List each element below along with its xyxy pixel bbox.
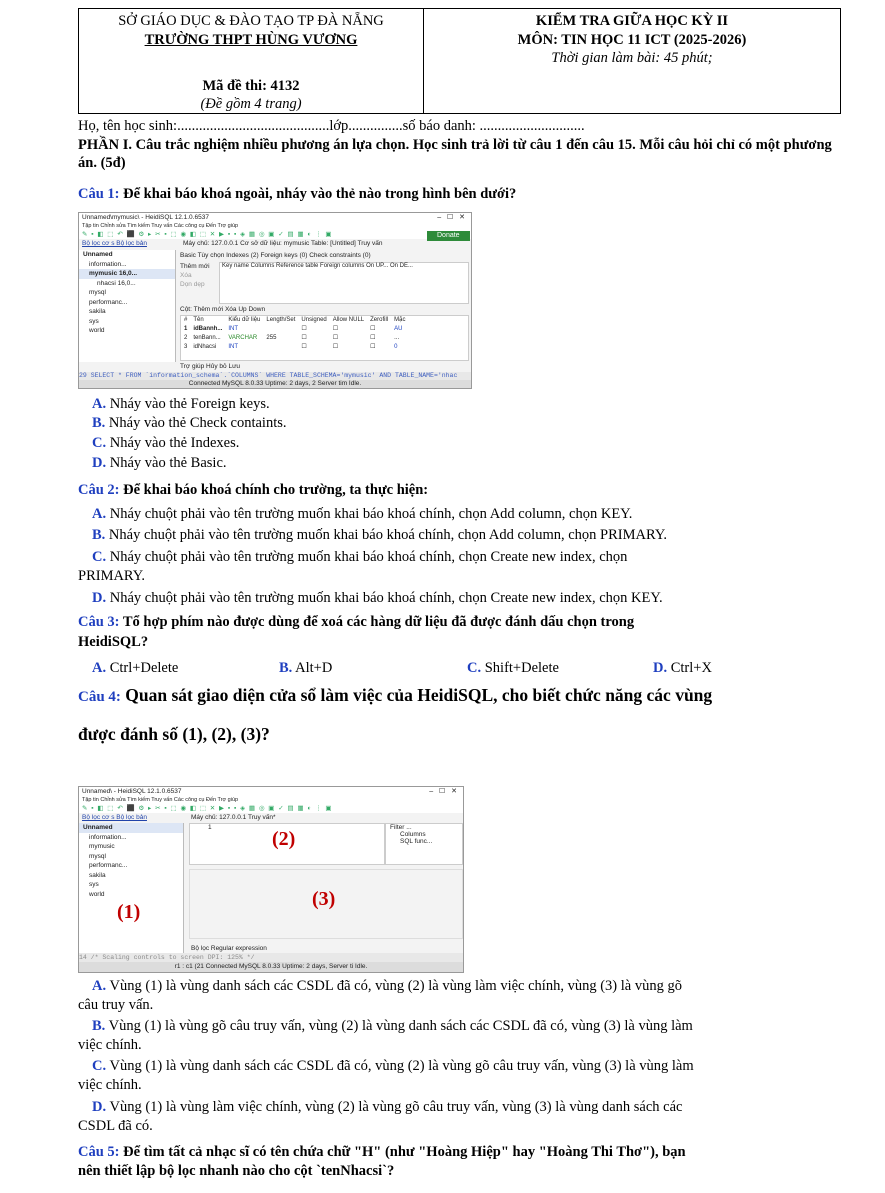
grid-header-cell: Allow NULL — [332, 317, 365, 323]
q1-text: Để khai báo khoá ngoài, nháy vào thẻ nào trong hình bên dưới? — [119, 186, 517, 202]
q2-option-a[interactable] — [92, 506, 632, 523]
page-count: (Đề gồm 4 trang) — [200, 96, 302, 112]
helper-pane[interactable] — [385, 823, 463, 865]
filter-input[interactable]: Filter ... — [390, 824, 412, 831]
line-number: 1 — [208, 824, 212, 831]
student-info-line: Họ, tên học sinh:..........................................lớp...............số báo danh: ............................. — [78, 118, 585, 134]
option-text: Vùng (1) là vùng gõ câu truy vấn, vùng (2) là vùng danh sách các CSDL đã có, vùng (3) là vùng làm — [105, 1018, 693, 1034]
grid-header-row — [181, 316, 409, 325]
option-text: Ctrl+Delete — [106, 660, 179, 676]
grid-cell: idBannh... — [193, 326, 223, 332]
shot2-menubar: Tập tin Chỉnh sửa Tìm kiếm Truy vấn Các công cụ Đến Trợ giúp — [79, 796, 463, 804]
q2-option-d[interactable] — [92, 590, 663, 607]
tree-item[interactable]: sys — [89, 317, 99, 325]
grid-cell: INT — [228, 326, 239, 332]
option-text: Nháy chuột phải vào tên trường muốn khai báo khoá chính, chọn Create new index, chọn — [106, 549, 628, 565]
tree-item[interactable]: sakila — [89, 308, 106, 315]
option-letter: C. — [92, 1058, 107, 1074]
bottom-buttons[interactable]: Trợ giúp Hủy bỏ Lưu — [180, 363, 241, 370]
grid-header-cell: Kiểu dữ liệu — [228, 317, 261, 323]
q4-option-c[interactable] — [92, 1058, 694, 1075]
window-controls-icon: – ☐ ✕ — [429, 788, 457, 795]
fk-list-pane[interactable] — [219, 262, 469, 304]
checkbox-icon[interactable]: ☐ — [370, 335, 376, 341]
option-letter: D. — [92, 1099, 107, 1115]
shot2-db-tree[interactable] — [79, 823, 184, 953]
tree-item[interactable]: sys — [89, 881, 99, 888]
q5-label: Câu 5: — [78, 1144, 120, 1160]
q4-option-b-cont: việc chính. — [78, 1037, 142, 1053]
sql-log: 29 SELECT * FROM `information_schema`.`COLUMNS` WHERE TABLE_SCHEMA='mymusic' AND TABLE_NAME='nhac — [79, 372, 471, 380]
tree-item[interactable]: performanc... — [89, 298, 128, 306]
option-letter: C. — [467, 660, 482, 676]
grid-header-cell: Tên — [193, 317, 204, 323]
option-text: Vùng (1) là vùng danh sách các CSDL đã có, vùng (2) là vùng làm việc chính, vùng (3) là vùng gõ — [106, 978, 682, 994]
tree-item[interactable]: performanc... — [89, 862, 128, 869]
tree-item[interactable]: Unnamed — [83, 251, 113, 258]
columns-toolbar[interactable]: Cột: Thêm mới Xóa Up Down — [180, 306, 266, 313]
q2-option-c[interactable] — [92, 549, 627, 566]
shot1-filter-tabs[interactable]: Bộ lọc cơ s Bộ lọc bản — [82, 240, 147, 247]
table-row[interactable] — [181, 325, 409, 334]
q1-option-a[interactable] — [92, 396, 270, 413]
q1-option-b[interactable] — [92, 415, 287, 432]
option-letter: D. — [653, 660, 668, 676]
question-5 — [78, 1144, 686, 1161]
shot2-titlebar: Unnamed\ - HeidiSQL 12.1.0.6537 — [79, 787, 463, 796]
regex-filter-bar[interactable]: Bộ lọc Regular expression — [191, 945, 267, 952]
exam-header — [78, 8, 841, 114]
tree-item[interactable]: information... — [89, 833, 127, 841]
exam-title: KIỂM TRA GIỮA HỌC KỲ II — [535, 13, 729, 29]
checkbox-icon[interactable]: ☐ — [332, 335, 339, 341]
checkbox-icon[interactable]: ☐ — [301, 335, 307, 341]
option-letter: D. — [92, 455, 107, 471]
q5-text: Để tìm tất cả nhạc sĩ có tên chứa chữ "H" (như "Hoàng Hiệp" hay "Hoàng Thi Thơ"), bạn — [119, 1144, 686, 1160]
status-bar: Connected MySQL 8.0.33 Uptime: 2 days, 2 Server tim Idle. — [79, 380, 471, 388]
shot1-table-tabs[interactable]: Basic Tùy chọn Indexes (2) Foreign keys (0) Check constraints (0) — [180, 252, 371, 259]
helper-sql-func[interactable]: SQL func... — [400, 838, 433, 845]
grid-cell: 1 — [184, 326, 188, 332]
option-text: Vùng (1) là vùng làm việc chính, vùng (2) là vùng gõ câu truy vấn, vùng (3) là vùng danh sách các — [106, 1099, 683, 1115]
checkbox-icon[interactable]: ☐ — [370, 344, 376, 350]
option-letter: A. — [92, 396, 107, 412]
option-text: Nháy vào thẻ Check containts. — [105, 415, 287, 431]
region-label-3: (3) — [312, 888, 336, 910]
tree-item[interactable]: mymusic 16,0... — [79, 269, 175, 279]
checkbox-icon[interactable]: ☐ — [301, 326, 307, 332]
table-row[interactable] — [181, 343, 409, 352]
shot1-db-tree[interactable] — [79, 250, 176, 362]
q3-label: Câu 3: — [78, 614, 120, 630]
q2-option-b[interactable] — [92, 527, 667, 544]
table-row[interactable] — [181, 334, 409, 343]
grid-header-cell: Length/Set — [266, 317, 296, 323]
tree-item[interactable]: world — [89, 327, 105, 334]
question-3 — [78, 614, 634, 631]
q4-option-b[interactable] — [92, 1018, 693, 1035]
q3-option-d[interactable] — [653, 660, 712, 677]
option-text: Alt+D — [292, 660, 333, 676]
option-letter: D. — [92, 590, 107, 606]
tree-item[interactable]: information... — [89, 260, 127, 268]
option-letter: B. — [279, 660, 293, 676]
school-name: TRƯỜNG THPT HÙNG VƯƠNG — [144, 32, 358, 48]
helper-columns[interactable]: Columns — [400, 831, 426, 838]
question-4-cont: được đánh số (1), (2), (3)? — [78, 724, 270, 744]
q4-option-d-cont: CSDL đã có. — [78, 1118, 153, 1134]
q3-option-c[interactable] — [467, 660, 559, 677]
tree-item[interactable]: mymusic — [89, 843, 115, 850]
fk-add-button[interactable]: Thêm mới — [180, 263, 210, 270]
grid-cell — [263, 325, 298, 334]
part1-title: PHẦN I. Câu trắc nghiệm nhiều phương án lựa chọn. Học sinh trả lời từ câu 1 đến câu 15. Mỗi câu hỏi chỉ có một phương án. (5đ) — [78, 137, 832, 171]
option-text: Nháy vào thẻ Foreign keys. — [106, 396, 270, 412]
option-letter: A. — [92, 660, 107, 676]
toolbar-icons: ✎ ▪ ◧ ⬚ ↶ ⬛ ⚙ ▸ ✂ ▪ ⬚ ◉ ◧ ⬚ ✕ ▶ ▪ ▪ ◈ ▦ ◎ ▣ ✓ ▤ ▦ ◐ ⋮ ▣ — [79, 804, 463, 813]
donate-button[interactable]: Donate — [427, 231, 470, 241]
option-text: Ctrl+X — [667, 660, 712, 676]
columns-grid-pane[interactable] — [180, 315, 469, 361]
option-letter: C. — [92, 435, 107, 451]
results-area[interactable] — [189, 869, 463, 939]
region-label-1: (1) — [117, 901, 141, 923]
checkbox-icon[interactable]: ☐ — [332, 326, 339, 332]
checkbox-icon[interactable]: ☐ — [370, 326, 376, 332]
fk-delete-button[interactable]: Xóa — [180, 272, 192, 279]
grid-cell — [263, 343, 298, 352]
fk-buttons — [180, 262, 210, 289]
tree-item[interactable]: Unnamed — [79, 823, 183, 833]
query-editor[interactable] — [189, 823, 385, 865]
toolbar-icons: ✎ ▪ ◧ ⬚ ↶ ⬛ ⚙ ▸ ✂ ▪ ⬚ ◉ ◧ ⬚ ✕ ▶ ▪ ▪ ◈ ▦ ◎ ▣ ✓ ▤ ▦ ◐ ⋮ ▣ — [79, 230, 471, 239]
columns-grid — [181, 316, 409, 352]
q3-text: Tổ hợp phím nào được dùng để xoá các hàng dữ liệu đã được đánh dấu chọn trong — [119, 614, 635, 630]
q4-text: Quan sát giao diện cửa sổ làm việc của HeidiSQL, cho biết chức năng các vùng — [120, 685, 713, 705]
option-text: Nháy vào thẻ Indexes. — [106, 435, 240, 451]
window-controls-icon: – ☐ ✕ — [437, 214, 465, 221]
option-text: Nháy chuột phải vào tên trường muốn khai báo khoá chính, chọn Add column, chọn PRIMARY. — [105, 527, 668, 543]
shot1-menubar: Tập tin Chỉnh sửa Tìm kiếm Truy vấn Các công cụ Đến Trợ giúp — [79, 222, 471, 230]
shot2-host-bar[interactable]: Máy chủ: 127.0.0.1 Truy vấn* — [191, 814, 276, 821]
sql-log: 14 /* Scaling controls to screen DPI: 125% */ — [79, 953, 463, 962]
grid-header-cell: Zerofill — [370, 317, 389, 323]
option-letter: B. — [92, 527, 106, 543]
question-4 — [78, 685, 712, 706]
grid-cell: 0 — [394, 344, 398, 350]
option-text: Nháy chuột phải vào tên trường muốn khai báo khoá chính, chọn Create new index, chọn KEY. — [106, 590, 663, 606]
q4-option-d[interactable] — [92, 1099, 682, 1116]
option-letter: B. — [92, 1018, 106, 1034]
q2-label: Câu 2: — [78, 482, 120, 498]
shot1-host-bar[interactable]: Máy chủ: 127.0.0.1 Cơ sở dữ liệu: mymusic Table: [Untitled] Truy vấn — [183, 240, 383, 247]
checkbox-icon[interactable]: ☐ — [332, 344, 339, 350]
subject-title: MÔN: TIN HỌC 11 ICT (2025-2026) — [517, 32, 747, 48]
shot1-titlebar: Unnamed\mymusic\ - HeidiSQL 12.1.0.6537 — [79, 213, 471, 222]
grid-cell: AU — [394, 326, 403, 332]
q4-option-c-cont: việc chính. — [78, 1077, 142, 1093]
grid-cell: ... — [394, 335, 400, 341]
tree-item[interactable]: mysql — [89, 289, 106, 296]
grid-header-cell: Unsigned — [301, 317, 327, 323]
option-letter: B. — [92, 415, 106, 431]
tree-item[interactable]: mysql — [89, 852, 106, 860]
q3-option-b[interactable] — [279, 660, 332, 677]
grid-cell: idNhacsi — [193, 344, 217, 350]
q4-label: Câu 4: — [78, 689, 121, 705]
question-3-cont: HeidiSQL? — [78, 634, 149, 650]
shot2-filter-tabs[interactable]: Bộ lọc cơ s Bộ lọc bản — [82, 814, 147, 821]
region-label-2: (2) — [272, 828, 296, 850]
q2-option-c-cont: PRIMARY. — [78, 568, 146, 584]
heidisql-query-screenshot — [78, 786, 464, 973]
option-text: Shift+Delete — [481, 660, 559, 676]
grid-cell: tenBann... — [193, 335, 221, 341]
grid-header-cell: Mặc — [394, 317, 406, 323]
exam-time: Thời gian làm bài: 45 phút; — [551, 50, 713, 66]
question-1 — [78, 186, 516, 203]
grid-header-cell: # — [184, 317, 188, 323]
q4-option-a-cont: câu truy vấn. — [78, 997, 154, 1013]
q1-label: Câu 1: — [78, 186, 120, 202]
tree-item[interactable]: sakila — [89, 871, 106, 879]
q3-option-a[interactable] — [92, 660, 178, 677]
tree-item[interactable]: world — [89, 890, 105, 898]
q2-text: Để khai báo khoá chính cho trường, ta thực hiện: — [119, 482, 429, 498]
option-text: Vùng (1) là vùng danh sách các CSDL đã có, vùng (2) là vùng gõ câu truy vấn, vùng (3) là vùng làm — [106, 1058, 694, 1074]
grid-cell: INT — [228, 344, 239, 350]
option-letter: A. — [92, 506, 107, 522]
option-text: Nháy vào thẻ Basic. — [106, 455, 227, 471]
heidisql-table-screenshot — [78, 212, 472, 389]
status-bar: r1 : c1 (21 Connected MySQL 8.0.33 Uptime: 2 days, Server ti Idle. — [79, 962, 463, 972]
fk-clear-button[interactable]: Dọn dẹp — [180, 281, 205, 288]
tree-item[interactable]: nhacsi 16,0... — [97, 279, 136, 287]
option-letter: A. — [92, 978, 107, 994]
question-5-cont: nên thiết lập bộ lọc nhanh nào cho cột `tenNhacsi`? — [78, 1163, 395, 1179]
exam-code: Mã đề thi: 4132 — [202, 78, 300, 94]
checkbox-icon[interactable]: ☐ — [301, 344, 307, 350]
fk-list-header: Key name Columns Reference table Foreign columns On UP... On DE... — [222, 263, 413, 269]
q4-option-a[interactable] — [92, 978, 682, 995]
grid-cell: 2 — [184, 335, 188, 341]
option-text: Nháy chuột phải vào tên trường muốn khai báo khoá chính, chọn Add column, chọn KEY. — [106, 506, 633, 522]
grid-cell: 3 — [184, 344, 188, 350]
grid-cell: VARCHAR — [228, 335, 258, 341]
question-2 — [78, 482, 428, 499]
q1-option-c[interactable] — [92, 435, 239, 452]
q1-option-d[interactable] — [92, 455, 227, 472]
grid-cell: 255 — [266, 335, 277, 341]
department-name: SỞ GIÁO DỤC & ĐÀO TẠO TP ĐÀ NẴNG — [118, 13, 384, 29]
option-letter: C. — [92, 549, 107, 565]
